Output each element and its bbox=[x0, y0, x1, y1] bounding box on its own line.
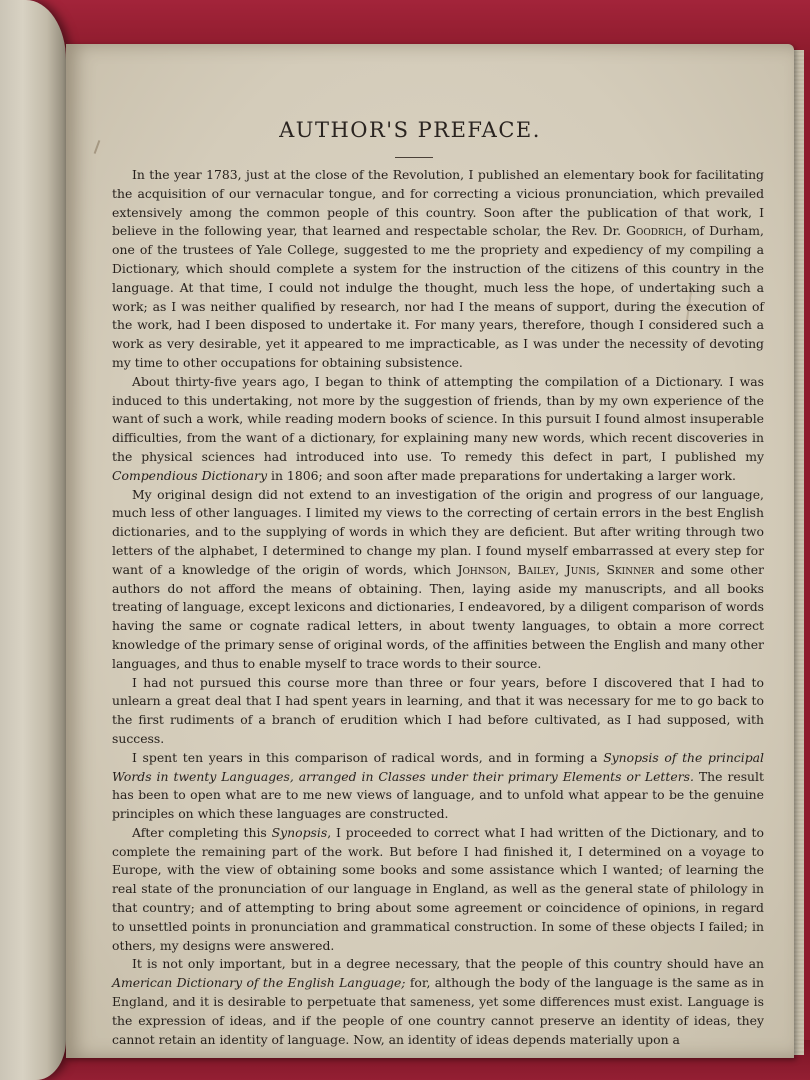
preface-paragraph bbox=[112, 166, 764, 373]
text-run: , I proceeded to correct what I had written of the Dictionary, and to complete the remaining part of the work. But before I had finished it, I determined on a voyage to Europe, with the view of obtaining some books and some assistance which I wanted; of learning the real state of the pronunciation of our language in England, as well as the general state of philology in that country; and of attempting to bring about some agreement or coincidence of opinions, in regard to unsettled points in pronunciation and grammatical construction. In some of these objects I failed; in others, my designs were answered. bbox=[112, 824, 764, 953]
preface-paragraph bbox=[112, 824, 764, 956]
text-run: After completing this bbox=[132, 824, 272, 840]
text-run: for, although the body of the language is the same as in England, and it is desirable to perpetuate that sameness, yet some differences must exist. Language is the expression of ideas, and if the people of one country cannot preserve an identity of ideas, they cannot retain an identity of language. Now, an identity of ideas depends materially upon a bbox=[112, 975, 765, 1047]
preface-paragraph bbox=[112, 486, 764, 674]
text-run: My original design did not extend to an investigation of the origin and progress of our language, much less of other languages. I limited my views to the correcting of certain errors in the best English dictionaries, and to the supplying of words in which they are deficient. But after writing through two letters of the alphabet, I determined to change my plan. I found myself embarrassed at every step for want of a knowledge of the origin of words, which bbox=[112, 486, 764, 577]
preface-paragraph bbox=[112, 955, 764, 1049]
left-page-edge bbox=[0, 0, 66, 1080]
preface-body-text bbox=[112, 166, 764, 1049]
italic-text: American Dictionary of the English Language; bbox=[112, 975, 406, 991]
text-run: About thirty-five years ago, I began to think of attempting the compilation of a Dictionary. I was induced to this undertaking, not more by the suggestion of friends, than by my own experience of the want of such a work, while reading modern books of science. In this pursuit I found almost insuperable difficulties, from the want of a dictionary, for explaining many new words, which recent discoveries in the physical sciences had introduced into use. To remedy this defect in part, I published my bbox=[112, 373, 764, 464]
page-title: AUTHOR'S PREFACE. bbox=[279, 118, 541, 142]
text-run: It is not only important, but in a degree necessary, that the people of this country should have an bbox=[132, 956, 764, 972]
text-run: , bbox=[555, 561, 566, 577]
small-caps-name: Johnson bbox=[457, 561, 508, 577]
text-run: in 1806; and soon after made preparations for undertaking a larger work. bbox=[267, 467, 736, 483]
text-run: I had not pursued this course more than three or four years, before I discovered that I had to unlearn a great deal that I had spent years in learning, and that it was necessary for me to go back to the first rudiments of a branch of erudition which I had before cultivated, as I had supposed, with success. bbox=[112, 674, 764, 746]
italic-text: Synopsis of the principal Words in twenty Languages, arranged in Classes under their primary Elements or Letters. bbox=[112, 749, 764, 784]
text-run: I spent ten years in this comparison of radical words, and in forming a bbox=[132, 749, 604, 765]
preface-paragraph bbox=[112, 674, 764, 749]
text-run: , of Durham, one of the trustees of Yale College, suggested to me the propriety and expediency of my compiling a Dictionary, which should complete a system for the instruction of the citizens of this country in the language. At that time, I could not indulge the thought, much less the hope, of undertaking such a work; as I was neither qualified by research, nor had I the means of support, during the execution of the work, had I been disposed to undertake it. For many years, therefore, though I considered such a work as very desirable, yet it appeared to me impracticable, as I was under the necessity of devoting my time to other occupations for obtaining subsistence. bbox=[112, 223, 764, 370]
small-caps-name: Goodrich bbox=[626, 223, 684, 239]
preface-paragraph bbox=[112, 749, 764, 824]
text-run: , bbox=[507, 561, 518, 577]
text-run: In the year 1783, just at the close of the Revolution, I published an elementary book for facilitating the acquisition of our vernacular tongue, and for correcting a vicious pronunciation, which prevailed extensively among the common people of this country. Soon after the publication of that work, I believe in the following year, that learned and respectable scholar, the Rev. Dr. bbox=[112, 167, 764, 239]
preface-paragraph bbox=[112, 373, 764, 486]
small-caps-name: Skinner bbox=[606, 561, 655, 577]
small-caps-name: Junis bbox=[565, 561, 596, 577]
small-caps-name: Bailey bbox=[517, 561, 556, 577]
text-run: The result has been to open what are to me new views of language, and to unfold what appear to be the genuine principles on which these languages are constructed. bbox=[112, 768, 764, 822]
title-rule bbox=[395, 157, 433, 158]
text-run: and some other authors do not afford the means of obtaining. Then, laying aside my manuscripts, and all books treating of language, except lexicons and dictionaries, I endeavored, by a diligent comparison of words having the same or cognate radical letters, in about twenty languages, to obtain a more correct knowledge of the primary sense of original words, of the affinities between the English and many other languages, and thus to enable myself to trace words to their source. bbox=[112, 561, 764, 671]
italic-text: Synopsis bbox=[271, 824, 328, 840]
italic-text: Compendious Dictionary bbox=[112, 467, 268, 483]
text-run: , bbox=[595, 561, 607, 577]
